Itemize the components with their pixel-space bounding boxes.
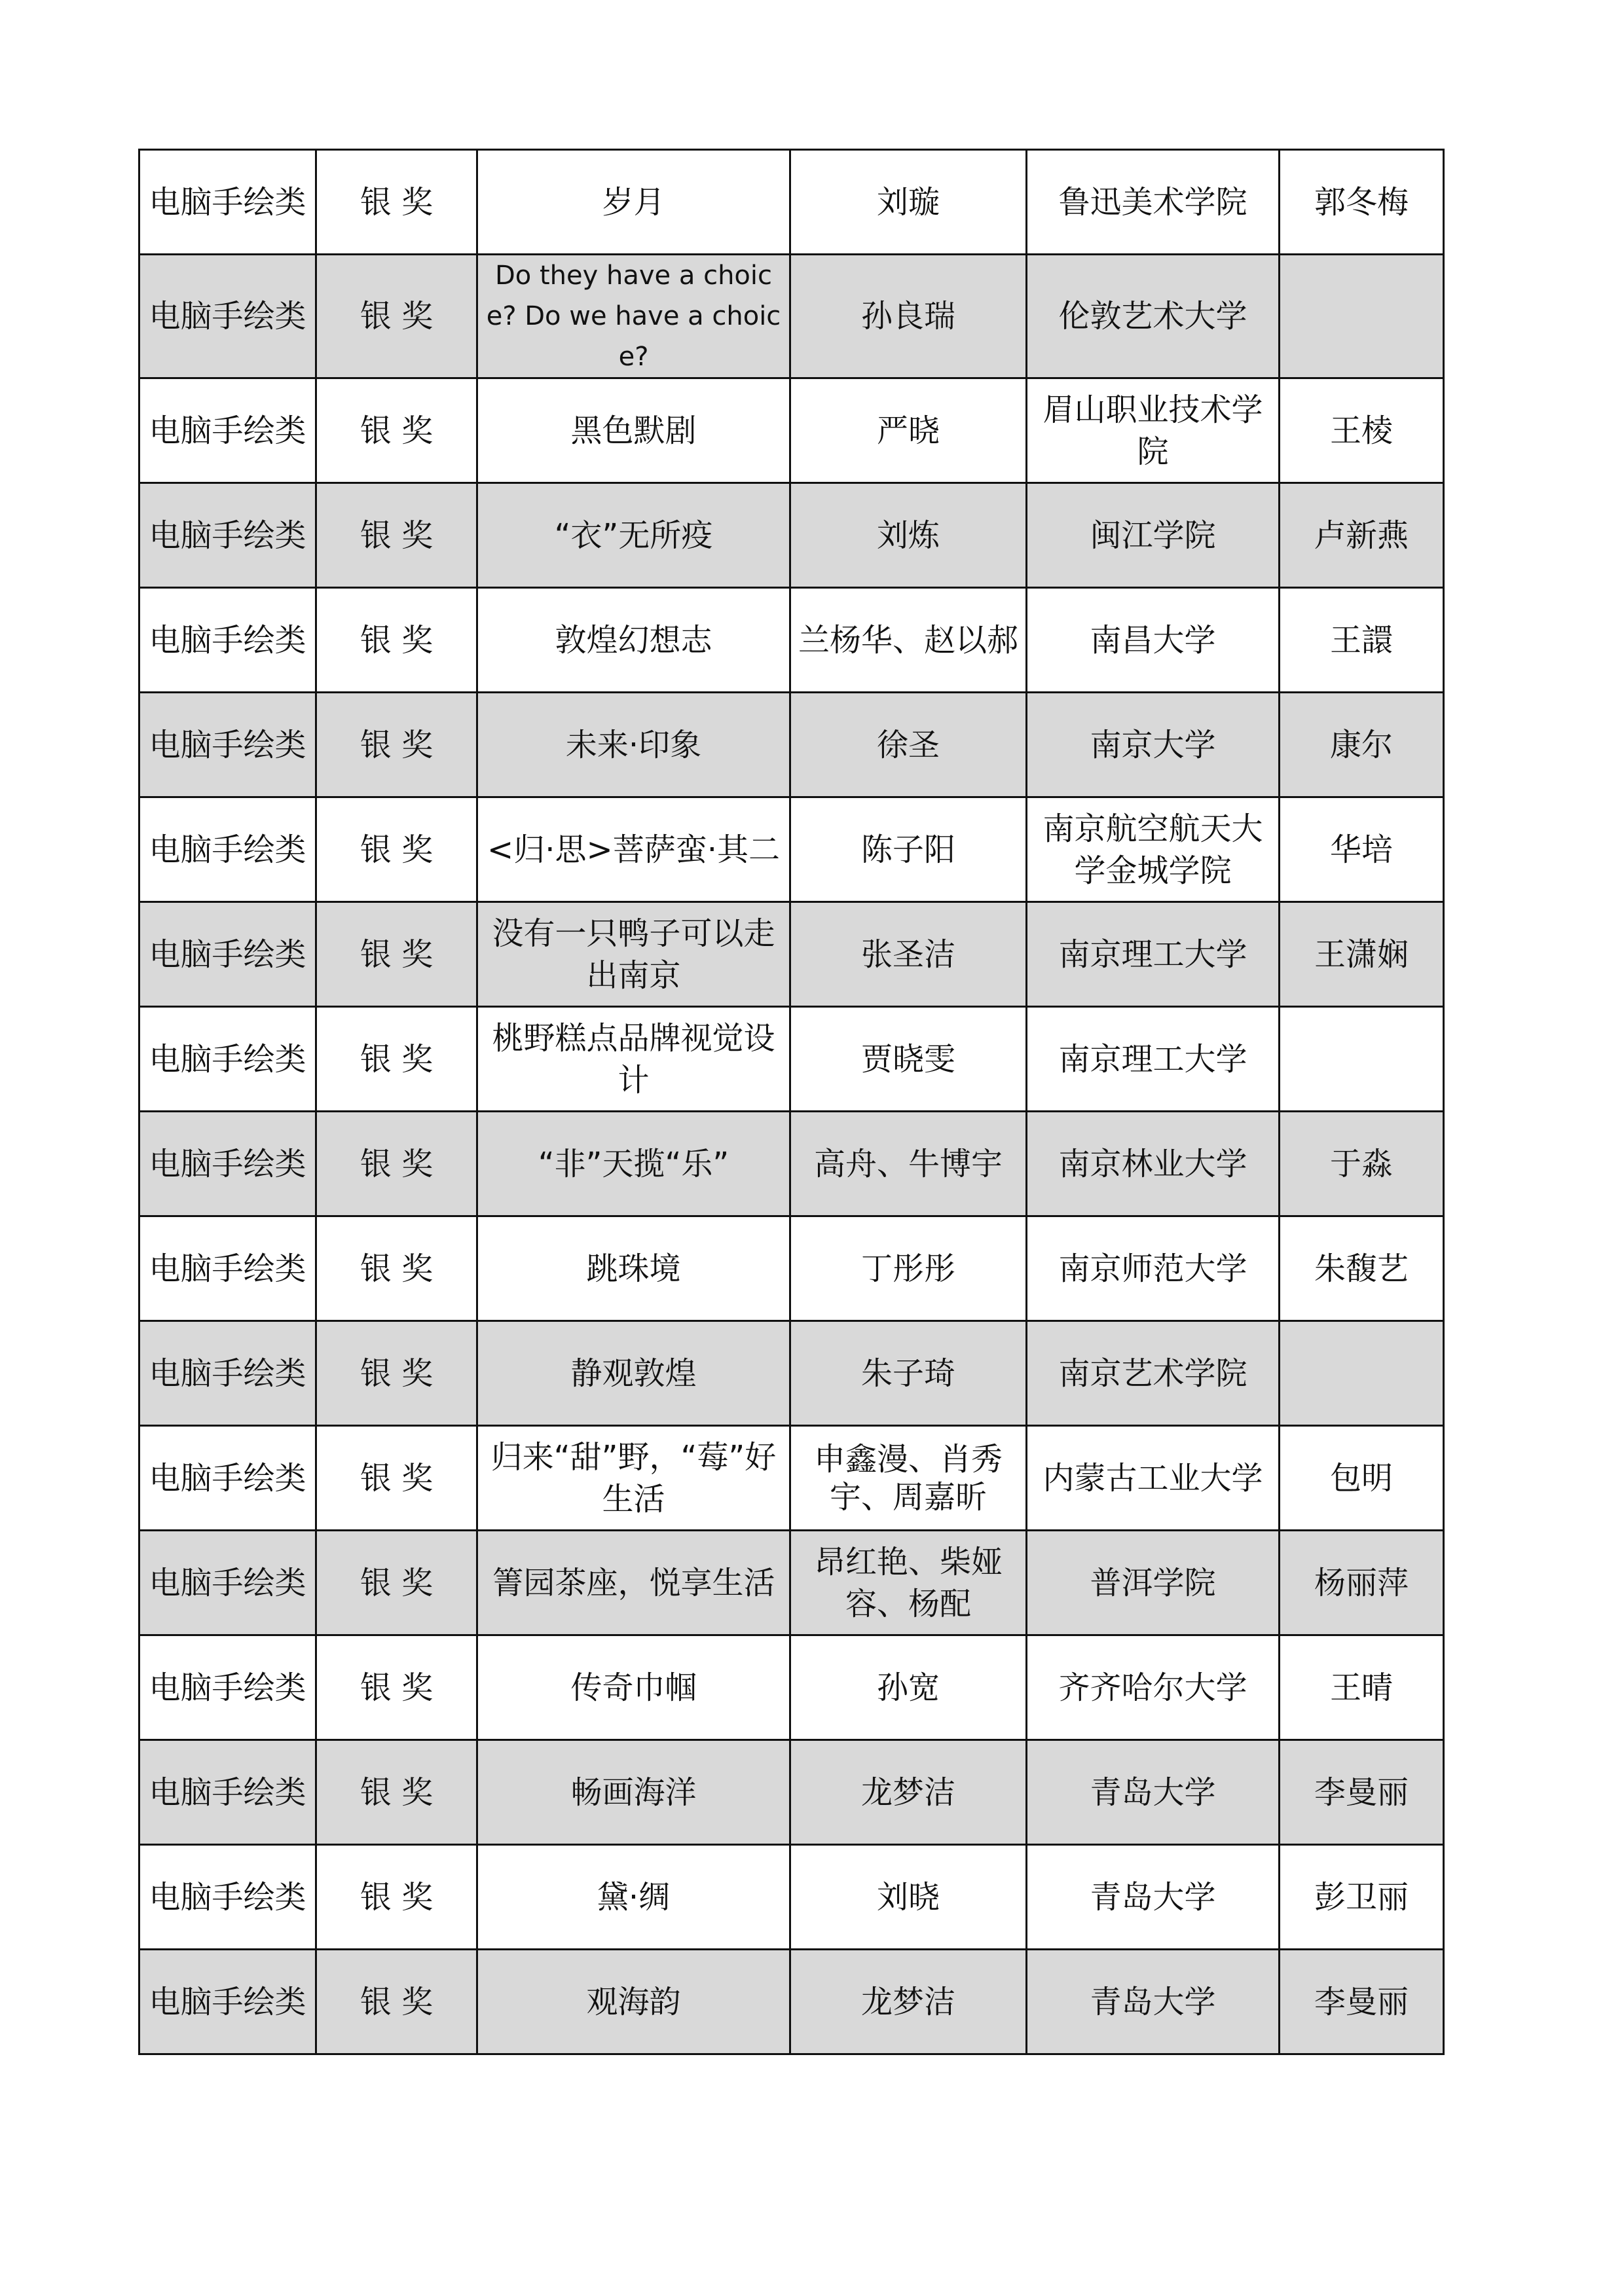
- school-cell: 南京林业大学: [1027, 1112, 1280, 1216]
- teacher-cell: 王棱: [1280, 378, 1444, 483]
- award-cell: 银 奖: [316, 902, 477, 1007]
- school-cell: 青岛大学: [1027, 1845, 1280, 1950]
- award-cell: 银 奖: [316, 1531, 477, 1635]
- school-cell: 南昌大学: [1027, 588, 1280, 693]
- award-cell: 银 奖: [316, 588, 477, 693]
- title-cell: “非”天揽“乐”: [477, 1112, 790, 1216]
- table-row: [139, 797, 1444, 902]
- teacher-cell: 王晴: [1280, 1635, 1444, 1740]
- category-cell: 电脑手绘类: [139, 902, 316, 1007]
- title-cell: 黛·绸: [477, 1845, 790, 1950]
- table-row: [139, 483, 1444, 588]
- award-cell: 银 奖: [316, 1426, 477, 1531]
- award-table-body: [139, 150, 1444, 2054]
- table-row: [139, 378, 1444, 483]
- teacher-cell: 康尔: [1280, 693, 1444, 797]
- author-cell: 严晓: [790, 378, 1027, 483]
- award-cell: 银 奖: [316, 1845, 477, 1950]
- author-cell: 孙宽: [790, 1635, 1027, 1740]
- title-cell: 畅画海洋: [477, 1740, 790, 1845]
- award-cell: 银 奖: [316, 1007, 477, 1112]
- award-cell: 银 奖: [316, 255, 477, 378]
- author-cell: 龙梦洁: [790, 1950, 1027, 2054]
- category-cell: 电脑手绘类: [139, 378, 316, 483]
- table-row: [139, 255, 1444, 378]
- award-cell: 银 奖: [316, 1635, 477, 1740]
- title-cell: 箐园茶座，悦享生活: [477, 1531, 790, 1635]
- school-cell: 南京理工大学: [1027, 1007, 1280, 1112]
- table-row: [139, 1112, 1444, 1216]
- teacher-cell: 包明: [1280, 1426, 1444, 1531]
- school-cell: 青岛大学: [1027, 1740, 1280, 1845]
- title-cell: 未来·印象: [477, 693, 790, 797]
- award-cell: 银 奖: [316, 797, 477, 902]
- title-cell: 静观敦煌: [477, 1321, 790, 1426]
- category-cell: 电脑手绘类: [139, 588, 316, 693]
- school-cell: 普洱学院: [1027, 1531, 1280, 1635]
- school-cell: 闽江学院: [1027, 483, 1280, 588]
- category-cell: 电脑手绘类: [139, 1635, 316, 1740]
- table-row: [139, 1321, 1444, 1426]
- category-cell: 电脑手绘类: [139, 255, 316, 378]
- title-cell: 桃野糕点品牌视觉设计: [477, 1007, 790, 1112]
- table-row: [139, 1740, 1444, 1845]
- table-row: [139, 1216, 1444, 1321]
- author-cell: 朱子琦: [790, 1321, 1027, 1426]
- title-cell: 传奇巾帼: [477, 1635, 790, 1740]
- teacher-cell: [1280, 1321, 1444, 1426]
- author-cell: 高舟、牛博宇: [790, 1112, 1027, 1216]
- award-cell: 银 奖: [316, 483, 477, 588]
- school-cell: 南京师范大学: [1027, 1216, 1280, 1321]
- teacher-cell: 彭卫丽: [1280, 1845, 1444, 1950]
- author-cell: 申鑫漫、肖秀宇、周嘉昕: [790, 1426, 1027, 1531]
- author-cell: 兰杨华、赵以郝: [790, 588, 1027, 693]
- award-table: [138, 149, 1445, 2055]
- category-cell: 电脑手绘类: [139, 1845, 316, 1950]
- title-cell: 岁月: [477, 150, 790, 255]
- award-cell: 银 奖: [316, 1321, 477, 1426]
- school-cell: 眉山职业技术学院: [1027, 378, 1280, 483]
- category-cell: 电脑手绘类: [139, 1321, 316, 1426]
- title-cell: 敦煌幻想志: [477, 588, 790, 693]
- teacher-cell: 李曼丽: [1280, 1740, 1444, 1845]
- teacher-cell: 卢新燕: [1280, 483, 1444, 588]
- title-cell: 观海韵: [477, 1950, 790, 2054]
- category-cell: 电脑手绘类: [139, 1531, 316, 1635]
- teacher-cell: 王潇娴: [1280, 902, 1444, 1007]
- category-cell: 电脑手绘类: [139, 1740, 316, 1845]
- author-cell: 龙梦洁: [790, 1740, 1027, 1845]
- school-cell: 鲁迅美术学院: [1027, 150, 1280, 255]
- author-cell: 丁彤彤: [790, 1216, 1027, 1321]
- author-cell: 昂红艳、柴娅容、杨配: [790, 1531, 1027, 1635]
- teacher-cell: 于淼: [1280, 1112, 1444, 1216]
- school-cell: 南京航空航天大学金城学院: [1027, 797, 1280, 902]
- table-row: [139, 1635, 1444, 1740]
- teacher-cell: 华培: [1280, 797, 1444, 902]
- school-cell: 青岛大学: [1027, 1950, 1280, 2054]
- award-cell: 银 奖: [316, 150, 477, 255]
- title-cell: “衣”无所疫: [477, 483, 790, 588]
- category-cell: 电脑手绘类: [139, 693, 316, 797]
- table-row: [139, 1950, 1444, 2054]
- category-cell: 电脑手绘类: [139, 1216, 316, 1321]
- author-cell: 刘璇: [790, 150, 1027, 255]
- title-cell: 跳珠境: [477, 1216, 790, 1321]
- award-cell: 银 奖: [316, 693, 477, 797]
- title-cell: Do they have a choice? Do we have a choice?: [477, 255, 790, 378]
- author-cell: 徐圣: [790, 693, 1027, 797]
- award-cell: 银 奖: [316, 378, 477, 483]
- table-row: [139, 902, 1444, 1007]
- table-row: [139, 150, 1444, 255]
- title-cell: 没有一只鸭子可以走出南京: [477, 902, 790, 1007]
- teacher-cell: [1280, 1007, 1444, 1112]
- author-cell: 孙良瑞: [790, 255, 1027, 378]
- table-row: [139, 1845, 1444, 1950]
- category-cell: 电脑手绘类: [139, 150, 316, 255]
- table-row: [139, 693, 1444, 797]
- title-cell: <归·思>菩萨蛮·其二: [477, 797, 790, 902]
- teacher-cell: [1280, 255, 1444, 378]
- school-cell: 南京艺术学院: [1027, 1321, 1280, 1426]
- school-cell: 南京大学: [1027, 693, 1280, 797]
- award-cell: 银 奖: [316, 1216, 477, 1321]
- school-cell: 齐齐哈尔大学: [1027, 1635, 1280, 1740]
- school-cell: 南京理工大学: [1027, 902, 1280, 1007]
- award-cell: 银 奖: [316, 1740, 477, 1845]
- teacher-cell: 王譞: [1280, 588, 1444, 693]
- category-cell: 电脑手绘类: [139, 1426, 316, 1531]
- author-cell: 陈子阳: [790, 797, 1027, 902]
- category-cell: 电脑手绘类: [139, 1007, 316, 1112]
- school-cell: 伦敦艺术大学: [1027, 255, 1280, 378]
- author-cell: 贾晓雯: [790, 1007, 1027, 1112]
- category-cell: 电脑手绘类: [139, 797, 316, 902]
- author-cell: 张圣洁: [790, 902, 1027, 1007]
- teacher-cell: 朱馥艺: [1280, 1216, 1444, 1321]
- category-cell: 电脑手绘类: [139, 483, 316, 588]
- table-row: [139, 588, 1444, 693]
- school-cell: 内蒙古工业大学: [1027, 1426, 1280, 1531]
- teacher-cell: 李曼丽: [1280, 1950, 1444, 2054]
- award-cell: 银 奖: [316, 1112, 477, 1216]
- author-cell: 刘炼: [790, 483, 1027, 588]
- category-cell: 电脑手绘类: [139, 1112, 316, 1216]
- title-cell: 归来“甜”野，“莓”好生活: [477, 1426, 790, 1531]
- author-cell: 刘晓: [790, 1845, 1027, 1950]
- category-cell: 电脑手绘类: [139, 1950, 316, 2054]
- title-cell: 黑色默剧: [477, 378, 790, 483]
- award-cell: 银 奖: [316, 1950, 477, 2054]
- table-row: [139, 1426, 1444, 1531]
- table-row: [139, 1531, 1444, 1635]
- teacher-cell: 杨丽萍: [1280, 1531, 1444, 1635]
- table-row: [139, 1007, 1444, 1112]
- teacher-cell: 郭冬梅: [1280, 150, 1444, 255]
